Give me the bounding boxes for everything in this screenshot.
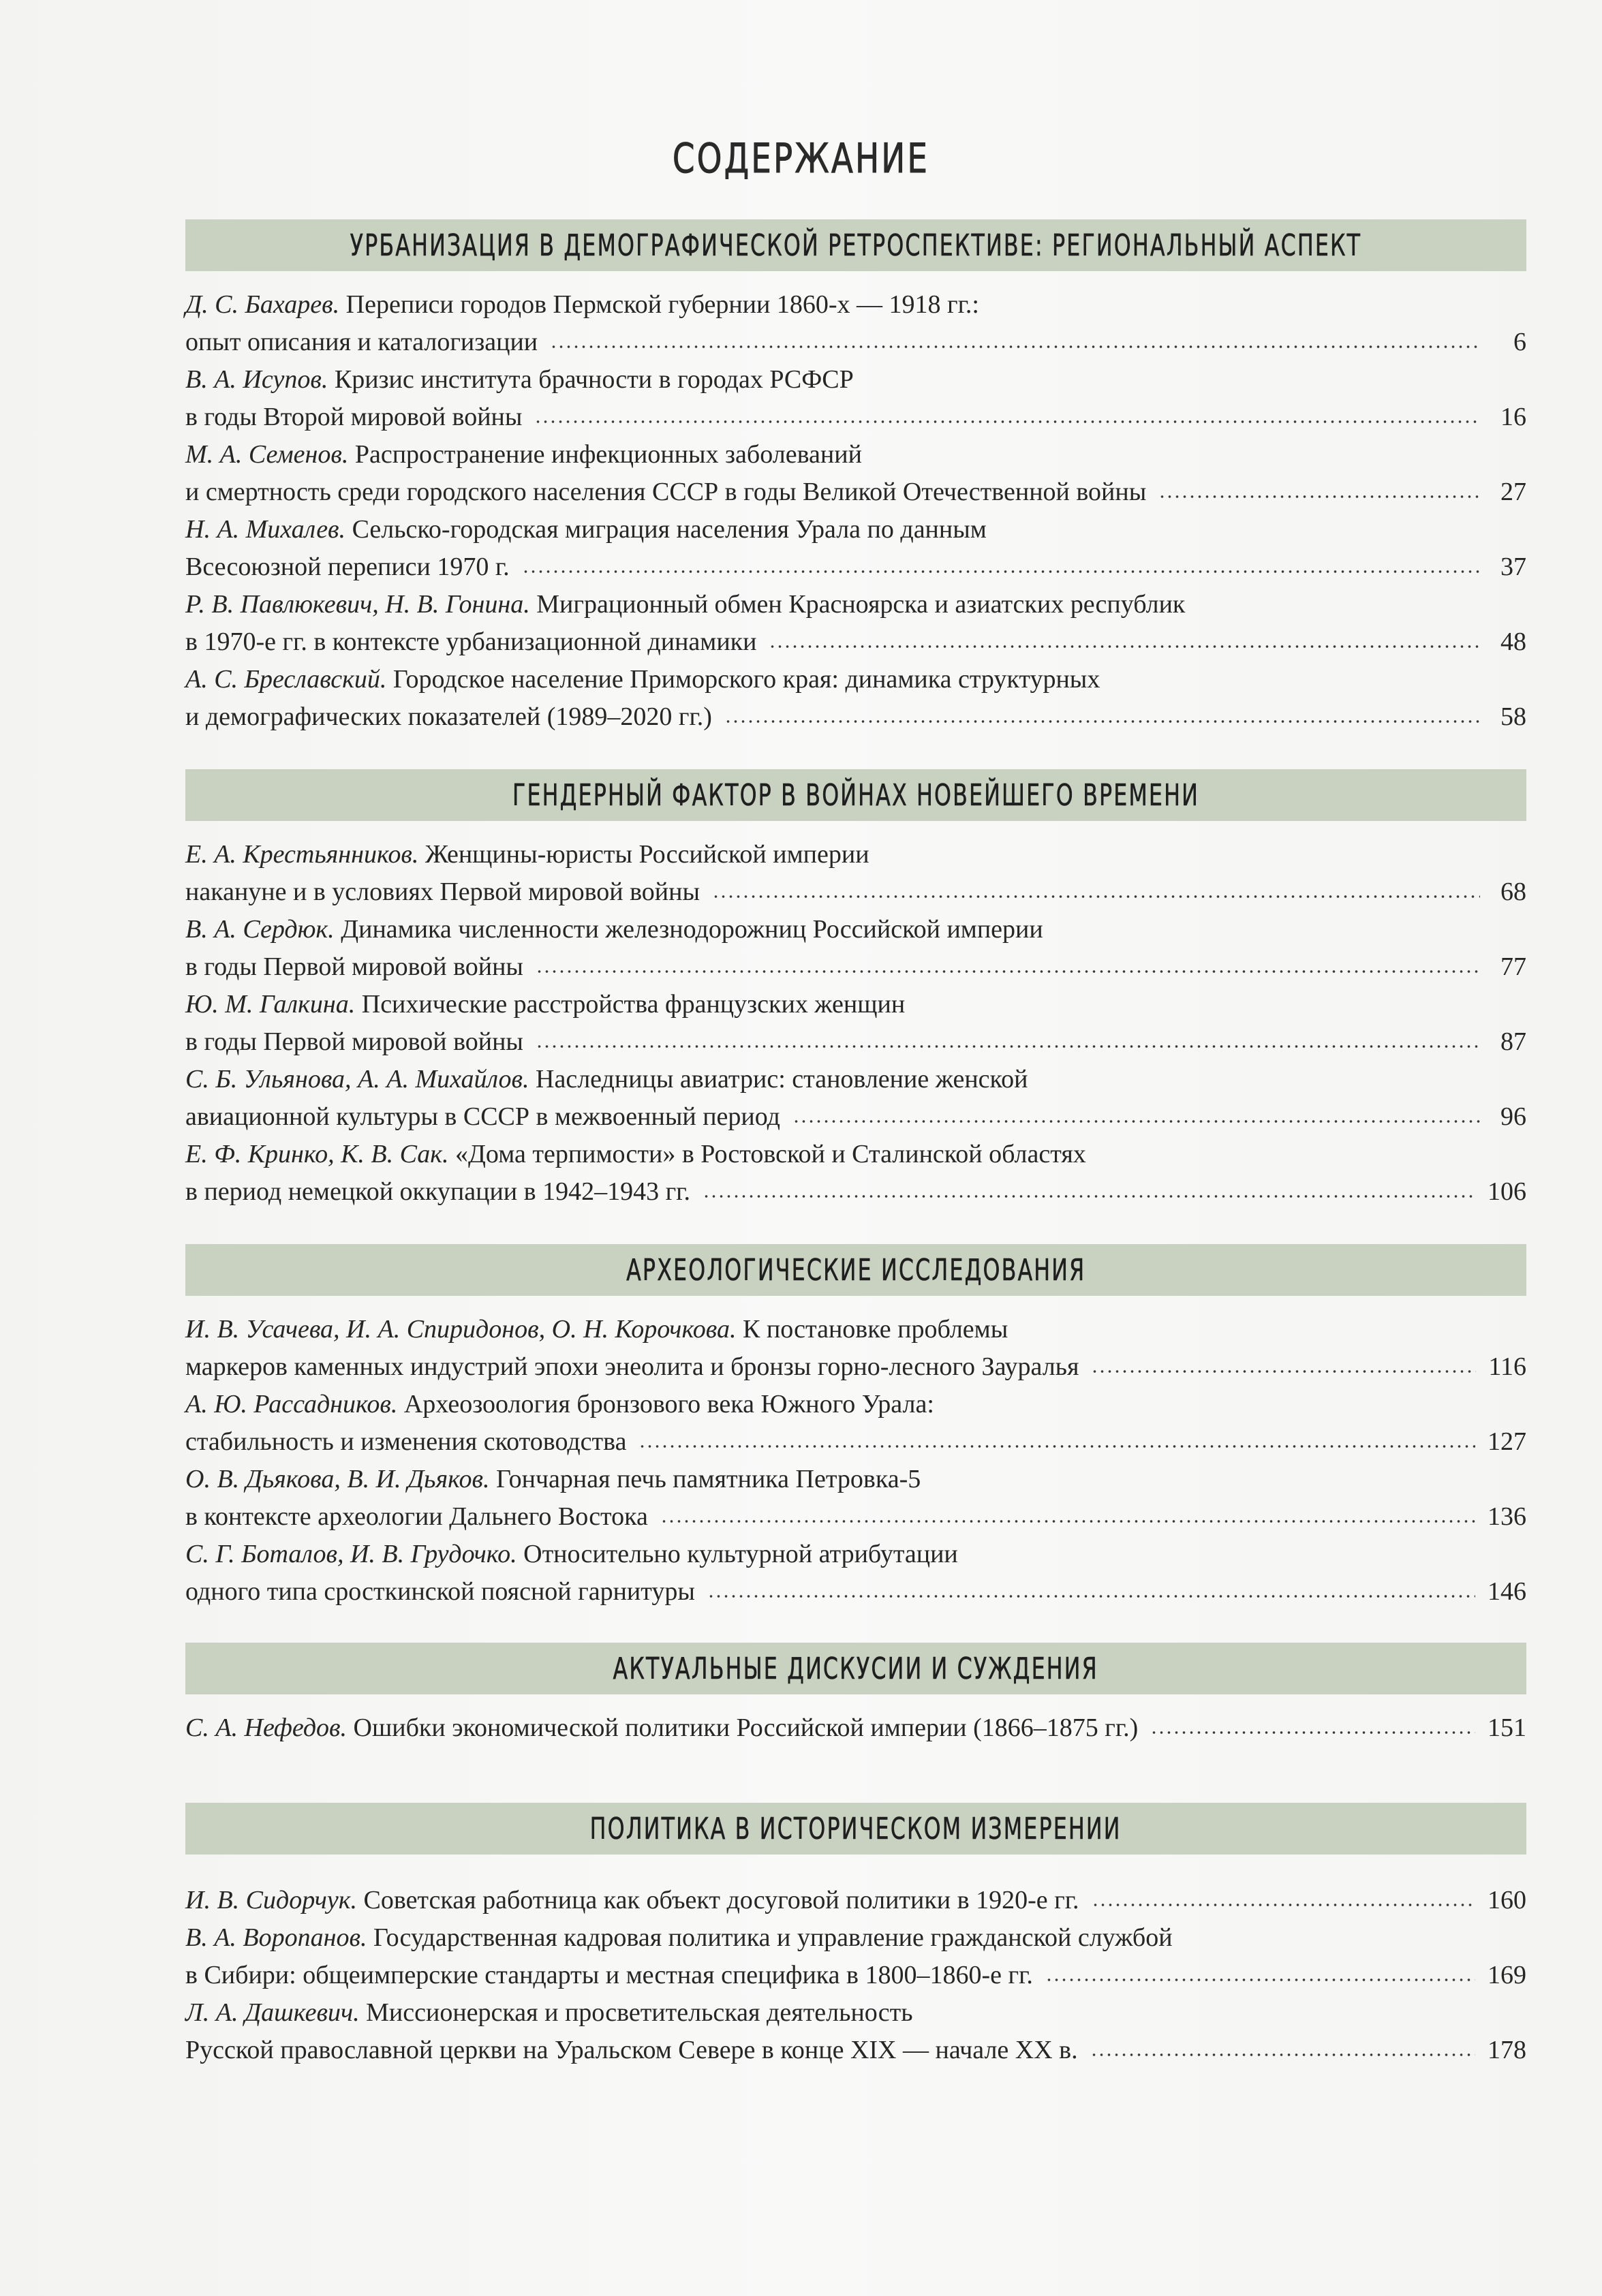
toc-entry[interactable] [185, 361, 1526, 436]
entry-page-number: 146 [1488, 1577, 1526, 1606]
entry-title-line1: Городское население Приморского края: динамика структурных [392, 665, 1100, 694]
dot-leader [707, 1592, 1475, 1601]
entry-title-line2: и смертность среди городского населения СССР в годы Великой Отечественной войны [185, 478, 1147, 506]
section-header-label: ПОЛИТИКА В ИСТОРИЧЕСКОМ ИЗМЕРЕНИИ [590, 1811, 1122, 1846]
section-discussions [185, 1643, 1526, 1747]
entry-author: В. А. Сердюк. [185, 915, 335, 944]
entry-title-line1: Относительно культурной атрибутации [523, 1540, 958, 1568]
entry-page-number: 106 [1488, 1177, 1526, 1206]
entry-page-number: 48 [1500, 627, 1526, 656]
dot-leader [1158, 492, 1480, 501]
dot-leader [1091, 1367, 1476, 1376]
section-header [185, 1803, 1526, 1855]
entry-author: Д. С. Бахарев. [185, 290, 340, 319]
entry-page-number: 27 [1500, 478, 1526, 506]
entry-page-number: 87 [1500, 1027, 1526, 1056]
entry-title-line2: опыт описания и каталогизации [185, 328, 538, 356]
entry-author: Н. А. Михалев. [185, 515, 346, 544]
entry-list [185, 286, 1526, 736]
toc-entry[interactable] [185, 1994, 1526, 2069]
entry-page-number: 169 [1488, 1961, 1526, 1989]
entry-author: И. В. Сидорчук. [185, 1886, 357, 1914]
entry-list [185, 836, 1526, 1211]
entry-title-line2: одного типа сросткинской поясной гарнитуры [185, 1577, 695, 1606]
dot-leader [1090, 2050, 1475, 2060]
entry-page-number: 58 [1500, 702, 1526, 731]
entry-title-line2: Всесоюзной переписи 1970 г. [185, 553, 510, 581]
dot-leader [1150, 1728, 1475, 1737]
page-title: СОДЕРЖАНИЕ [672, 135, 930, 183]
section-header [185, 219, 1526, 271]
entry-title-line1: Государственная кадровая политика и управление гражданской службой [373, 1923, 1173, 1952]
entry-title-line1: Женщины-юристы Российской империи [425, 840, 869, 869]
toc-entry[interactable] [185, 1386, 1526, 1461]
entry-title-line2: маркеров каменных индустрий эпохи энеолита и бронзы горно-лесного Зауралья [185, 1352, 1079, 1381]
entry-title-line1: Гончарная печь памятника Петровка-5 [495, 1465, 921, 1493]
entry-page-number: 127 [1488, 1427, 1526, 1456]
entry-author: О. В. Дьякова, В. И. Дьяков. [185, 1465, 490, 1493]
toc-entry[interactable] [185, 1709, 1526, 1747]
dot-leader [522, 567, 1480, 576]
entry-author: Ю. М. Галкина. [185, 990, 356, 1019]
section-header [185, 769, 1526, 821]
section-header [185, 1643, 1526, 1694]
entry-author: И. В. Усачева, И. А. Спиридонов, О. Н. Корочкова. [185, 1315, 737, 1344]
entry-author: А. С. Бреславский. [185, 665, 387, 694]
toc-entry[interactable] [185, 1311, 1526, 1386]
entry-title-line2: авиационной культуры в СССР в межвоенный период [185, 1102, 780, 1131]
entry-page-number: 178 [1488, 2036, 1526, 2064]
entry-author: Е. А. Крестьянников. [185, 840, 419, 869]
toc-entry[interactable] [185, 1919, 1526, 1994]
entry-author: А. Ю. Рассадников. [185, 1390, 398, 1418]
entry-author: Е. Ф. Кринко, К. В. Сак. [185, 1140, 449, 1168]
dot-leader [536, 1042, 1480, 1051]
toc-entry[interactable] [185, 1136, 1526, 1211]
entry-title-line1: Миграционный обмен Красноярска и азиатских республик [536, 590, 1186, 619]
entry-page-number: 6 [1513, 328, 1526, 356]
entry-title-line2: стабильность и изменения скотоводства [185, 1427, 627, 1456]
toc-entry[interactable] [185, 1882, 1526, 1919]
entry-title-line1: Кризис института брачности в городах РСФСР [334, 365, 854, 394]
entry-title-line1: Миссионерская и просветительская деятельность [366, 1998, 913, 2027]
entry-list [185, 1882, 1526, 2069]
dot-leader [550, 342, 1480, 352]
entry-page-number: 68 [1500, 878, 1526, 906]
entry-page-number: 16 [1500, 403, 1526, 431]
toc-entry[interactable] [185, 836, 1526, 911]
entry-title-line1: Археозоология бронзового века Южного Урала: [403, 1390, 934, 1418]
entry-author: В. А. Воропанов. [185, 1923, 367, 1952]
entry-author: С. А. Нефедов. [185, 1713, 348, 1742]
section-header-label: ГЕНДЕРНЫЙ ФАКТОР В ВОЙНАХ НОВЕЙШЕГО ВРЕМЕНИ [512, 777, 1199, 813]
section-header [185, 1244, 1526, 1296]
entry-title-line1: Наследницы авиатрис: становление женской [536, 1065, 1028, 1093]
entry-title-line1: Сельско-городская миграция населения Урала по данным [352, 515, 987, 544]
dot-leader [712, 892, 1480, 901]
entry-page-number: 96 [1500, 1102, 1526, 1131]
entry-title-line2: в период немецкой оккупации в 1942–1943 гг. [185, 1177, 690, 1206]
toc-entry[interactable] [185, 986, 1526, 1061]
dot-leader [724, 717, 1480, 726]
entry-list [185, 1709, 1526, 1747]
entry-title-line2: в Сибири: общеимперские стандарты и местная специфика в 1800–1860-е гг. [185, 1961, 1033, 1989]
dot-leader [534, 417, 1480, 426]
entry-author: С. Г. Боталов, И. В. Грудочко. [185, 1540, 517, 1568]
entry-list [185, 1311, 1526, 1611]
entry-page-number: 37 [1500, 553, 1526, 581]
section-header-label: УРБАНИЗАЦИЯ В ДЕМОГРАФИЧЕСКОЙ РЕТРОСПЕКТИВЕ: РЕГИОНАЛЬНЫЙ АСПЕКТ [350, 228, 1362, 263]
entry-author: Р. В. Павлюкевич, Н. В. Гонина. [185, 590, 530, 619]
entry-author: С. Б. Ульянова, А. А. Михайлов. [185, 1065, 529, 1093]
entry-title-line1: «Дома терпимости» в Ростовской и Сталинской областях [455, 1140, 1086, 1168]
dot-leader [769, 642, 1480, 651]
section-header-label: АКТУАЛЬНЫЕ ДИСКУСИИ И СУЖДЕНИЯ [613, 1651, 1099, 1686]
entry-title-line1: Распространение инфекционных заболеваний [354, 440, 862, 469]
entry-title-line2: Русской православной церкви на Уральском Севере в конце XIX — начале XX в. [185, 2036, 1078, 2064]
entry-page-number: 116 [1488, 1352, 1526, 1381]
dot-leader [638, 1442, 1475, 1451]
entry-page-number: 136 [1488, 1502, 1526, 1531]
entry-title-line2: Ошибки экономической политики Российской империи (1866–1875 гг.) [353, 1713, 1139, 1742]
section-gender [185, 769, 1526, 1211]
dot-leader [703, 1192, 1475, 1201]
entry-title-line2: в годы Первой мировой войны [185, 952, 523, 981]
section-urbanization [185, 219, 1526, 736]
entry-title-line1: Психические расстройства французских женщин [361, 990, 906, 1019]
entry-title-line2: накануне и в условиях Первой мировой войны [185, 878, 700, 906]
dot-leader [1045, 1975, 1475, 1985]
toc-entry[interactable] [185, 1536, 1526, 1611]
section-politics [185, 1803, 1526, 2069]
entry-title-line2: в годы Второй мировой войны [185, 403, 523, 431]
entry-title-line2: в годы Первой мировой войны [185, 1027, 523, 1056]
entry-title-line2: Советская работница как объект досуговой политики в 1920-е гг. [363, 1886, 1079, 1914]
section-header-label: АРХЕОЛОГИЧЕСКИЕ ИССЛЕДОВАНИЯ [626, 1252, 1086, 1288]
dot-leader [660, 1517, 1475, 1526]
dot-leader [536, 967, 1480, 976]
dot-leader [792, 1117, 1480, 1126]
entry-title-line1: К постановке проблемы [743, 1315, 1008, 1344]
entry-title-line2: в контексте археологии Дальнего Востока [185, 1502, 648, 1531]
entry-title-line1: Переписи городов Пермской губернии 1860-х — 1918 гг.: [345, 290, 979, 319]
entry-author: М. А. Семенов. [185, 440, 349, 469]
toc-entry[interactable] [185, 436, 1526, 511]
entry-page-number: 160 [1488, 1886, 1526, 1914]
toc-entry[interactable] [185, 1461, 1526, 1536]
entry-author: В. А. Исупов. [185, 365, 328, 394]
toc-entry[interactable] [185, 511, 1526, 586]
entry-author: Л. А. Дашкевич. [185, 1998, 360, 2027]
toc-entry[interactable] [185, 286, 1526, 361]
section-archaeology [185, 1244, 1526, 1611]
entry-page-number: 151 [1488, 1713, 1526, 1742]
entry-title-line2: в 1970-е гг. в контексте урбанизационной динамики [185, 627, 757, 656]
entry-page-number: 77 [1500, 952, 1526, 981]
toc-entry[interactable] [185, 586, 1526, 661]
toc-entry[interactable] [185, 1061, 1526, 1136]
dot-leader [1092, 1900, 1476, 1910]
toc-entry[interactable] [185, 911, 1526, 986]
entry-title-line2: и демографических показателей (1989–2020 гг.) [185, 702, 712, 731]
entry-title-line1: Динамика численности железнодорожниц Российской империи [341, 915, 1043, 944]
toc-entry[interactable] [185, 661, 1526, 736]
